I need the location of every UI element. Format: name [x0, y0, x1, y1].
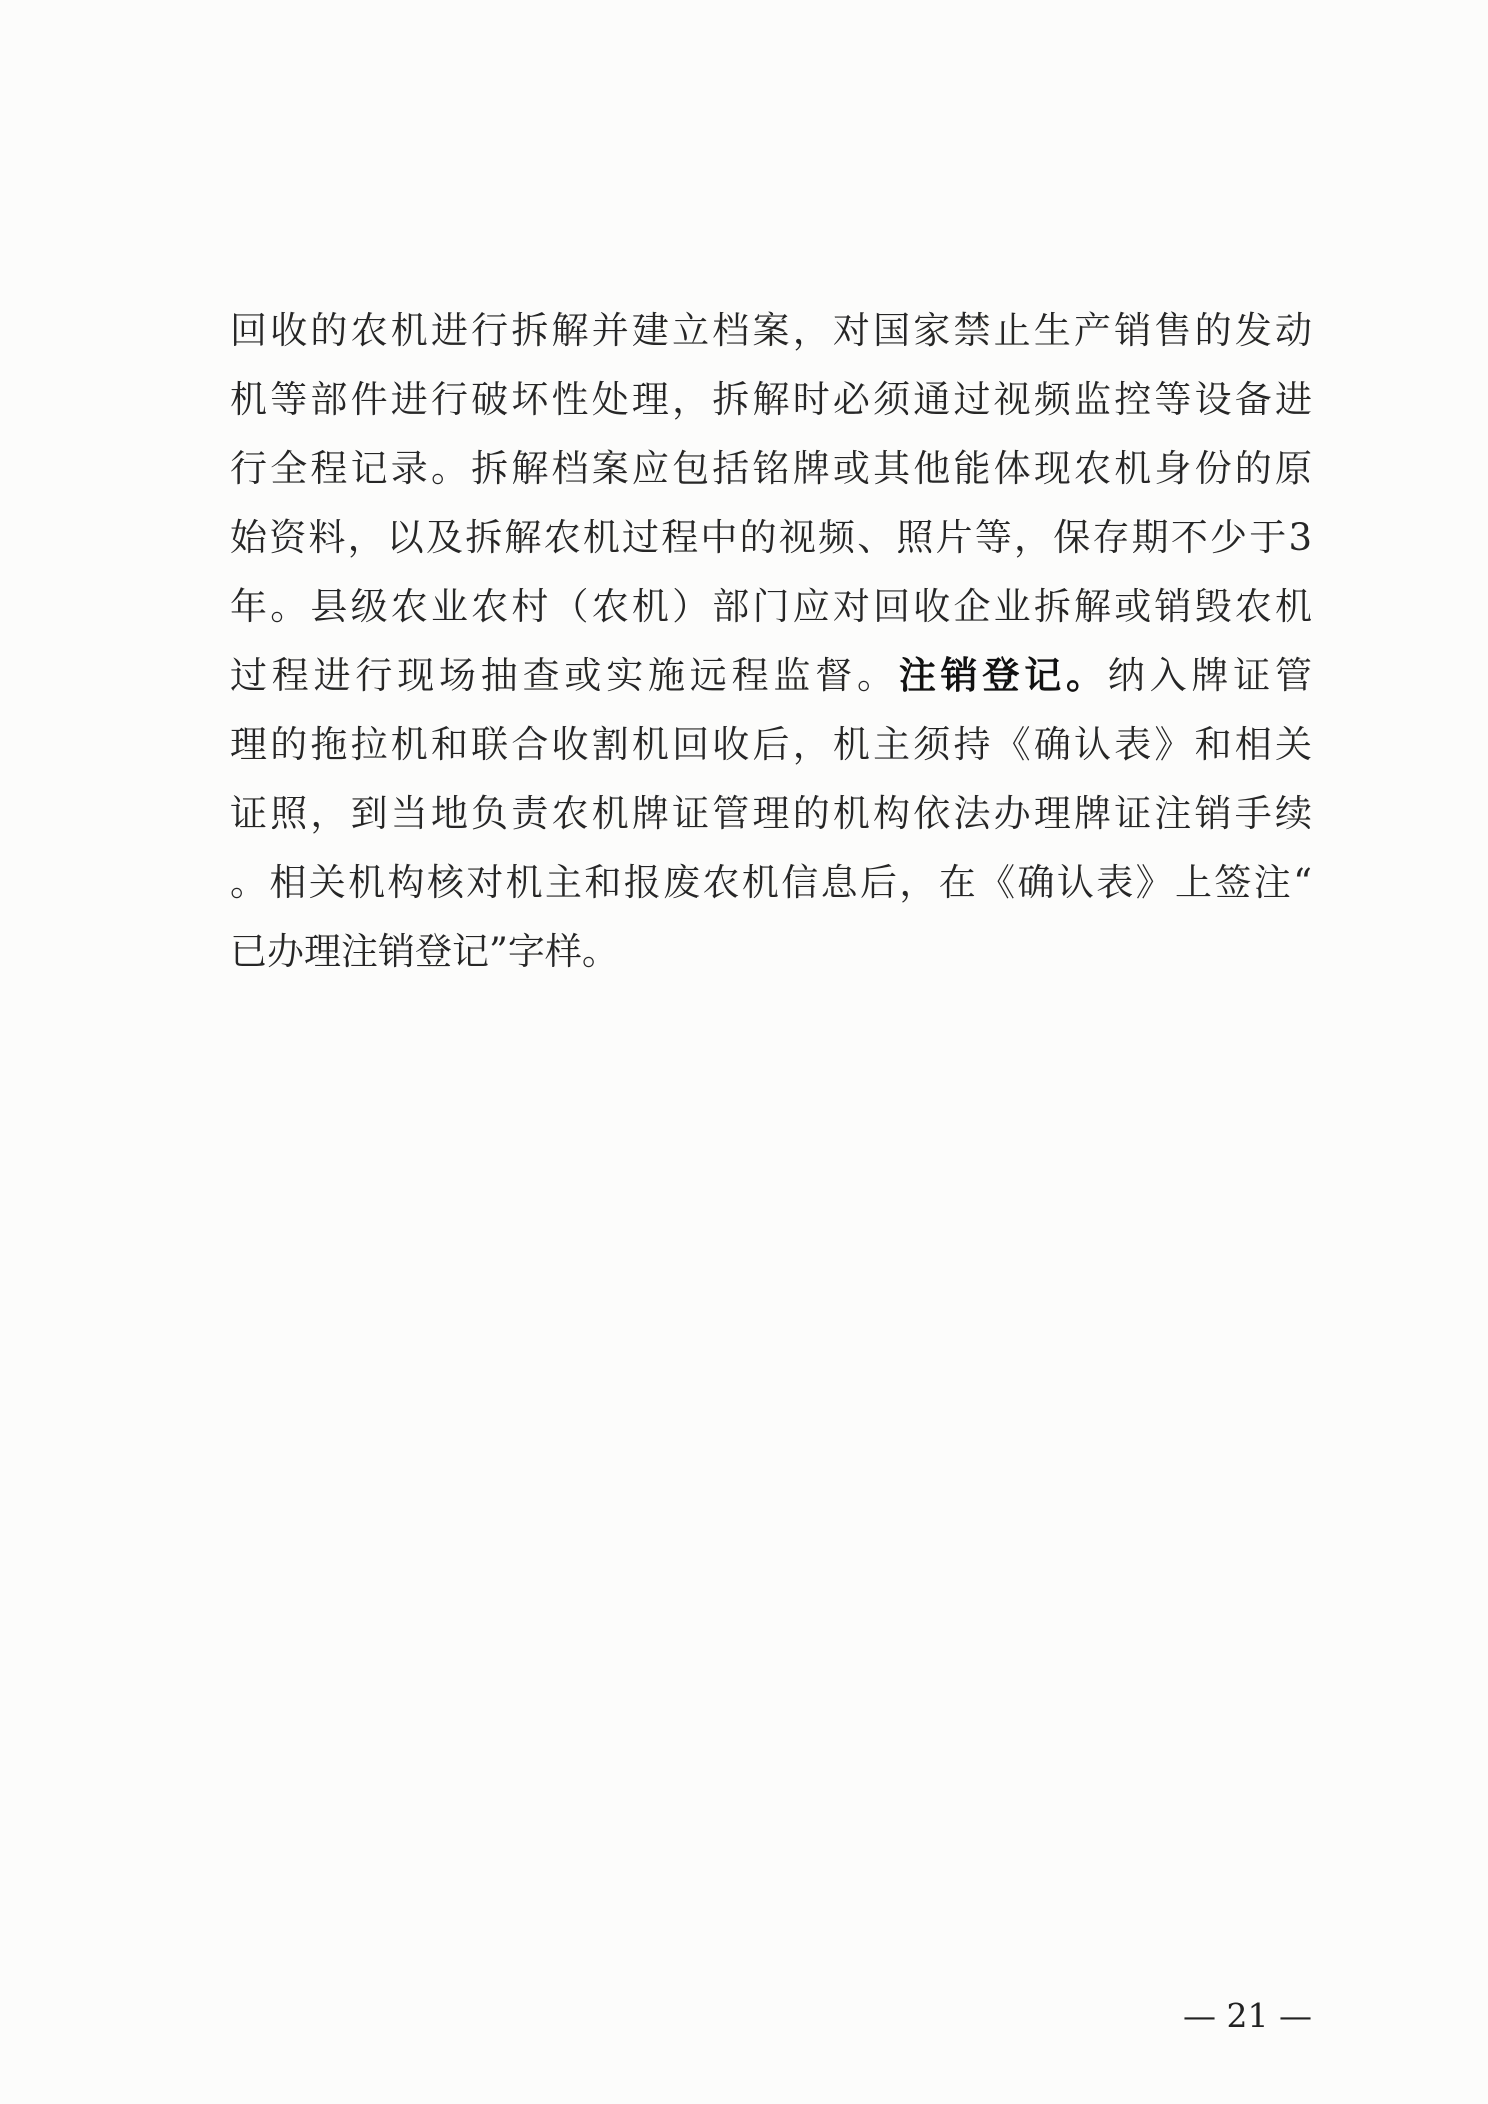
text-line-8: 证照，到当地负责农机牌证管理的机构依法办理牌证注销手续: [230, 792, 1312, 835]
text-line-5: 年。县级农业农村（农机）部门应对回收企业拆解或销毁农机: [230, 585, 1312, 628]
section-heading-deregistration: 注销登记。: [898, 653, 1108, 697]
text-line-6-start: 过程进行现场抽查或实施远程监督。: [230, 654, 899, 697]
text-line-7: 理的拖拉机和联合收割机回收后，机主须持《确认表》和相关: [230, 723, 1312, 766]
text-line-3: 行全程记录。拆解档案应包括铭牌或其他能体现农机身份的原: [230, 447, 1312, 490]
text-line-10: 已办理注销登记”字样。: [230, 930, 619, 973]
text-line-9: 。相关机构核对机主和报废农机信息后，在《确认表》上签注“: [230, 861, 1312, 904]
text-line-1: 回收的农机进行拆解并建立档案，对国家禁止生产销售的发动: [230, 309, 1312, 352]
text-line-6-end: 纳入牌证管: [1107, 654, 1312, 697]
page-number: — 21 —: [1183, 1996, 1312, 2035]
text-line-6: [230, 641, 1312, 710]
text-line-2: 机等部件进行破坏性处理，拆解时必须通过视频监控等设备进: [230, 378, 1312, 421]
body-paragraph: [230, 296, 1312, 986]
text-line-4: 始资料，以及拆解农机过程中的视频、照片等，保存期不少于3: [230, 516, 1312, 559]
